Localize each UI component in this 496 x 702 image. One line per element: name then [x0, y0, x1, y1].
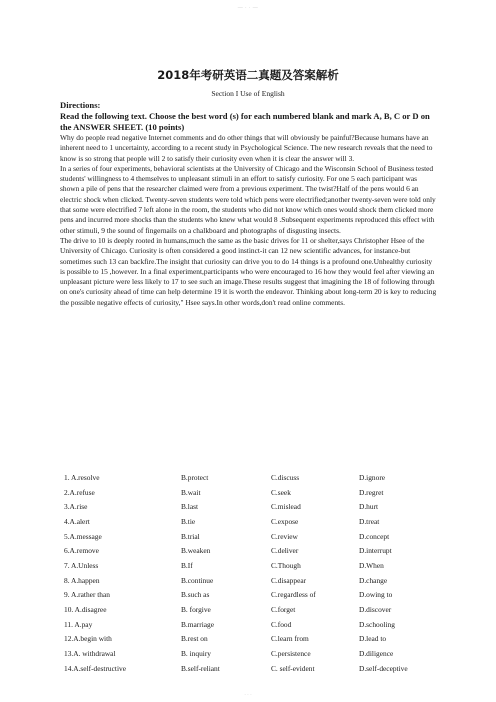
option-b: B.trial — [181, 531, 200, 541]
option-a: 3.A.rise — [64, 502, 88, 512]
option-a: 1. A.resolve — [64, 472, 100, 482]
option-b: B.wait — [181, 487, 201, 497]
option-c: C.expose — [271, 516, 299, 526]
option-a: 7. A.Unless — [64, 560, 99, 570]
option-b: B.weaken — [181, 546, 211, 556]
option-d: D.discover — [359, 605, 392, 615]
option-d: D.interrupt — [359, 546, 392, 556]
options-row — [60, 499, 440, 514]
option-a: 4.A.alert — [64, 516, 90, 526]
option-a: 12.A.begin with — [64, 634, 112, 644]
options-row — [60, 632, 440, 647]
option-b: B.self-reliant — [181, 663, 220, 673]
document-body — [60, 100, 438, 308]
options-row — [60, 543, 440, 558]
option-d: D.lead to — [359, 634, 387, 644]
option-b: B. forgive — [181, 605, 211, 615]
option-c: C.seek — [271, 487, 291, 497]
option-a: 8. A.happen — [64, 575, 100, 585]
options-row — [60, 602, 440, 617]
options-row — [60, 617, 440, 632]
option-d: D.When — [359, 560, 384, 570]
option-b: B.rest on — [181, 634, 208, 644]
option-c: C.forget — [271, 605, 296, 615]
option-b: B.protect — [181, 472, 209, 482]
option-c: C.disappear — [271, 575, 307, 585]
option-a: 9. A.rather than — [64, 590, 110, 600]
option-a: 5.A.message — [64, 531, 102, 541]
option-d: D.change — [359, 575, 388, 585]
option-d: D.diligence — [359, 649, 394, 659]
option-c: C.regardless of — [271, 590, 316, 600]
option-b: B.marriage — [181, 619, 215, 629]
option-a: 14.A.self-destructive — [64, 663, 126, 673]
option-a: 2.A.refuse — [64, 487, 95, 497]
option-b: B.If — [181, 560, 193, 570]
option-d: D.schooling — [359, 619, 395, 629]
option-a: 13.A. withdrawal — [64, 649, 116, 659]
option-c: C.Though — [271, 560, 301, 570]
option-b: B.last — [181, 502, 199, 512]
option-c: C.persistence — [271, 649, 311, 659]
option-c: C.learn from — [271, 634, 309, 644]
options-row — [60, 661, 440, 676]
section-heading: Section I Use of English — [211, 89, 285, 98]
options-row — [60, 646, 440, 661]
option-d: D.hurt — [359, 502, 379, 512]
passage-paragraph-1: Why do people read negative Internet comments and do other things that will obviously be painful?Because humans have an inherent need to 1 uncertainty, according to a recent study in Psychological Science. The new research reveals that the need to know is so strong that people will 2 to satisfy their curiosity even when it is clear the answer will 3. — [60, 133, 433, 163]
options-row — [60, 514, 440, 529]
option-a: 10. A.disagree — [64, 605, 107, 615]
options-row — [60, 558, 440, 573]
options-row — [60, 573, 440, 588]
directions-label: Directions: — [60, 100, 101, 110]
document-title: 2018年考研英语二真题及答案解析 — [157, 68, 339, 82]
passage-paragraph-2: In a series of four experiments, behavioral scientists at the University of Chicago and the Wisconsin School of Business tested students' willingness to 4 themselves to unpleasant stimuli in an effort to satisfy curiosity. For one 5 each participant was shown a pile of pens that the researcher claimed were from a previous experiment. The twist?Half of the pens would 6 an electric shock when clicked. Twenty-seven students were told which pens were electrified;another twenty-seven were told only that some were electrified 7 left alone in the room, the students who did not know which ones would shock them clicked more pens and incurred more shocks than the students who knew what would 8 .Subsequent experiments reproduced this effect with other stimuli, 9 the sound of fingernails on a chalkboard and photographs of disgusting insects. — [60, 163, 436, 235]
option-d: D.self-deceptive — [359, 663, 408, 673]
option-a: 11. A.pay — [64, 619, 93, 629]
option-c: C.review — [271, 531, 298, 541]
option-d: D.treat — [359, 516, 380, 526]
options-row — [60, 470, 440, 485]
option-c: C.mislead — [271, 502, 301, 512]
option-b: B.tie — [181, 516, 196, 526]
answer-options-table — [60, 470, 440, 676]
option-b: B.such as — [181, 590, 210, 600]
page-footer-mark: · · · — [244, 693, 252, 698]
options-row — [60, 485, 440, 500]
page-header-mark: — · · — — [237, 6, 259, 11]
option-d: D.ignore — [359, 472, 386, 482]
option-c: C. self-evident — [271, 663, 315, 673]
passage-paragraph-3: The drive to 10 is deeply rooted in humans,much the same as the basic drives for 11 or shelter,says Christopher Hsee of the University of Chicago. Curiosity is often considered a good instinct-it can 12 new scientific advances, for instance-but sometimes such 13 can backfire.The insight that curiosity can drive you to do 14 things is a profound one.Unhealthy curiosity is possible to 15 ,however. In a final experiment,participants who were encouraged to 16 how they would feel after viewing an unpleasant picture were less likely to 17 to see such an image.These results suggest that imagining the 18 of following through on one's curiosity ahead of time can help determine 19 it is worth the endeavor. Thinking about long-term 20 is key to reducing the possible negative effects of curiosity," Hsee says.In other words,don't read online comments. — [60, 235, 437, 307]
option-c: C.food — [271, 619, 292, 629]
option-d: D.owing to — [359, 590, 393, 600]
options-row — [60, 588, 440, 603]
option-c: C.deliver — [271, 546, 299, 556]
directions-text: Read the following text. Choose the best word (s) for each numbered blank and mark A, B, C or D on the ANSWER SHEET. (10 points) — [60, 111, 430, 132]
option-a: 6.A.remove — [64, 546, 99, 556]
option-c: C.discuss — [271, 472, 300, 482]
option-d: D.regret — [359, 487, 384, 497]
option-b: B.continue — [181, 575, 214, 585]
options-row — [60, 529, 440, 544]
option-b: B. inquiry — [181, 649, 211, 659]
option-d: D.concept — [359, 531, 390, 541]
